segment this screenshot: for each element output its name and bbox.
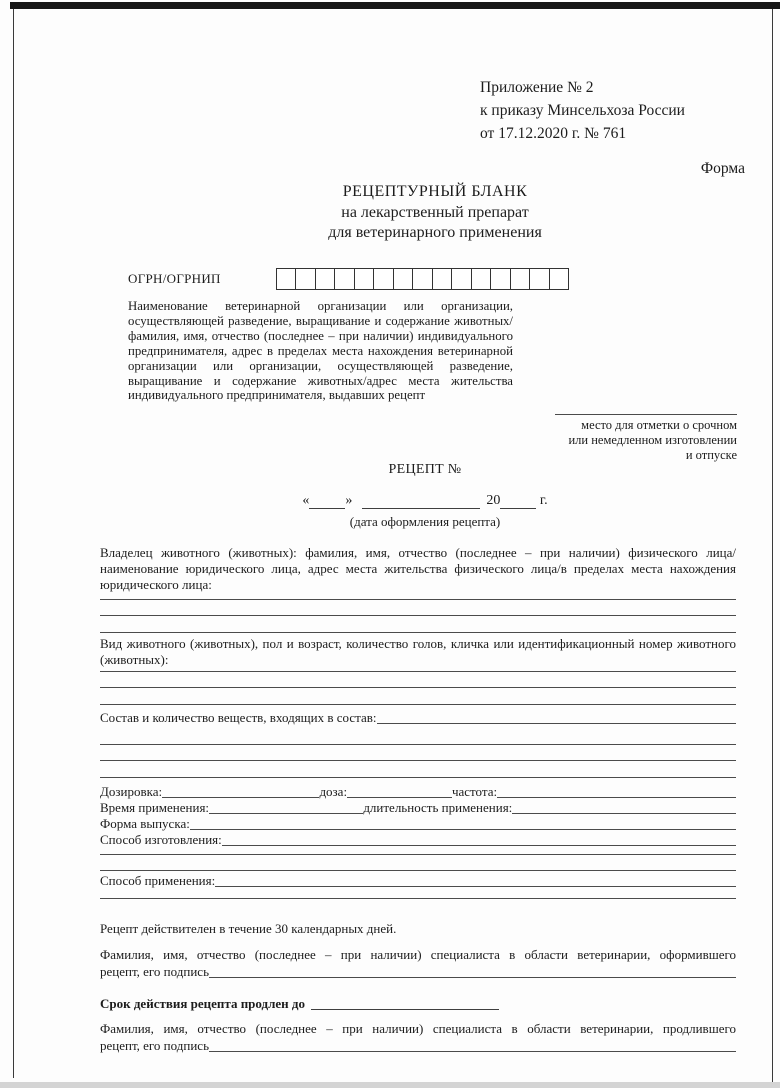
title-line-3: для ветеринарного применения <box>328 224 542 241</box>
application-blank-lines <box>100 883 736 899</box>
ruled-line <box>100 688 736 704</box>
date-year-blank <box>500 508 536 509</box>
ogrn-cell <box>510 268 531 290</box>
ruled-line <box>100 883 736 899</box>
year-prefix: 20 <box>486 493 501 508</box>
specialist-extended-paragraph <box>100 1020 736 1054</box>
urgency-note <box>487 414 737 463</box>
application-time-label: Время применения: <box>100 800 210 815</box>
ruled-line <box>100 761 736 777</box>
composition-blank <box>377 723 737 724</box>
form-label: Форма <box>700 160 745 177</box>
appendix-block <box>480 76 755 145</box>
ogrn-digit-grid <box>277 268 570 290</box>
composition-label: Состав и количество веществ, входящих в состав: <box>100 710 377 725</box>
specialist-issued-paragraph <box>100 946 736 980</box>
ruled-line <box>100 745 736 761</box>
dosage-label: Дозировка: <box>100 784 163 799</box>
application-method-label: Способ применения: <box>100 873 216 888</box>
frequency-blank <box>497 797 736 798</box>
date-day-blank <box>309 508 345 509</box>
ogrn-cell <box>471 268 492 290</box>
ogrn-cell <box>529 268 550 290</box>
ruled-line <box>100 616 736 632</box>
composition-blank-lines <box>100 729 736 778</box>
ogrn-cell <box>432 268 453 290</box>
scan-artifact-top-band <box>10 2 780 9</box>
release-form-row <box>100 816 736 832</box>
ruled-line <box>100 656 736 672</box>
dose-label: доза: <box>319 784 348 799</box>
release-form-blank <box>190 829 736 830</box>
ogrn-row <box>128 268 638 290</box>
ogrn-cell <box>451 268 472 290</box>
release-form-label: Форма выпуска: <box>100 816 190 831</box>
issuer-paragraph: Наименование ветеринарной организации или организации, осуществляющей разведение, выращивание и содержание животных/фамилия, имя, отчество (последнее – при наличии) индивидуального предпринимателя, адрес в пределах места нахождения ветеринарной организации или организации, осуществляющей разведение, выращивание и содержание животных/адрес места жительства индивидуального предпринимателя, выдавших рецепт <box>128 299 513 403</box>
urgency-note-line <box>555 414 737 415</box>
ruled-line <box>100 672 736 688</box>
frequency-label: частота: <box>451 784 498 799</box>
ruled-line <box>100 855 736 871</box>
animal-blank-lines <box>100 656 736 705</box>
application-time-row <box>100 800 736 816</box>
dose-blank <box>347 797 452 798</box>
application-time-blank <box>209 813 363 814</box>
specialist-extended-line-2: рецепт, его подпись <box>100 1038 209 1053</box>
recipe-date-line <box>130 493 720 509</box>
ogrn-cell <box>549 268 570 290</box>
page-frame-left <box>13 9 14 1078</box>
specialist-extended-line-1: Фамилия, имя, отчество (последнее – при наличии) специалиста в области ветеринарии, продлившего <box>100 1021 736 1036</box>
duration-label: длительность применения: <box>363 800 513 815</box>
urgency-note-text-2: или немедленном изготовлении <box>568 433 737 447</box>
urgency-note-text-3: и отпуске <box>685 448 737 462</box>
appendix-line-2: к приказу Минсельхоза России <box>480 102 685 119</box>
manufacture-method-label: Способ изготовления: <box>100 832 222 847</box>
urgency-note-text-1: место для отметки о срочном <box>581 418 737 432</box>
ruled-line <box>100 600 736 616</box>
extension-date-blank <box>311 1009 499 1010</box>
year-suffix: г. <box>539 493 548 508</box>
signature-blank <box>209 977 736 978</box>
recipe-number-heading: РЕЦЕПТ № <box>388 462 462 477</box>
dosage-blank <box>162 797 319 798</box>
scan-artifact-bottom-band <box>0 1082 780 1088</box>
open-quote: « <box>302 493 310 508</box>
appendix-line-1: Приложение № 2 <box>480 79 594 96</box>
date-caption: (дата оформления рецепта) <box>349 514 501 529</box>
dosage-row <box>100 784 736 800</box>
ogrn-cell <box>315 268 336 290</box>
ruled-line <box>100 584 736 600</box>
ogrn-cell <box>373 268 394 290</box>
duration-blank <box>512 813 736 814</box>
ogrn-cell <box>354 268 375 290</box>
ogrn-cell <box>334 268 355 290</box>
ogrn-cell <box>295 268 316 290</box>
composition-row <box>100 710 736 726</box>
document-title <box>130 182 740 244</box>
animal-paragraph: Вид животного (животных), пол и возраст, количество голов, кличка или идентификационный номер животного (животных): <box>100 636 736 668</box>
appendix-line-3: от 17.12.2020 г. № 761 <box>480 125 627 142</box>
page-frame-right <box>772 9 773 1082</box>
ogrn-cell <box>276 268 297 290</box>
ogrn-cell <box>412 268 433 290</box>
manufacture-blank-lines <box>100 839 736 871</box>
ruled-line <box>100 729 736 745</box>
date-month-blank <box>362 508 480 509</box>
ogrn-label: ОГРН/ОГРНИП <box>128 271 221 286</box>
title-line-2: на лекарственный препарат <box>341 203 529 221</box>
extension-row <box>100 995 736 1012</box>
owner-blank-lines <box>100 584 736 633</box>
specialist-issued-line-1: Фамилия, имя, отчество (последнее – при наличии) специалиста в области ветеринарии, оформившего <box>100 947 736 962</box>
extension-label: Срок действия рецепта продлен до <box>100 996 305 1011</box>
ruled-line <box>100 839 736 855</box>
signature-blank <box>209 1051 736 1052</box>
owner-paragraph: Владелец животного (животных): фамилия, имя, отчество (последнее – при наличии) физического лица/наименование юридического лица, адрес места жительства физического лица/в пределах места нахождения юридического лица: <box>100 545 736 593</box>
ogrn-cell <box>490 268 511 290</box>
title-line-1: РЕЦЕПТУРНЫЙ БЛАНК <box>342 183 528 200</box>
specialist-issued-line-2: рецепт, его подпись <box>100 964 209 979</box>
validity-text: Рецепт действителен в течение 30 календарных дней. <box>100 921 397 936</box>
ogrn-cell <box>393 268 414 290</box>
close-quote: » <box>345 493 353 508</box>
